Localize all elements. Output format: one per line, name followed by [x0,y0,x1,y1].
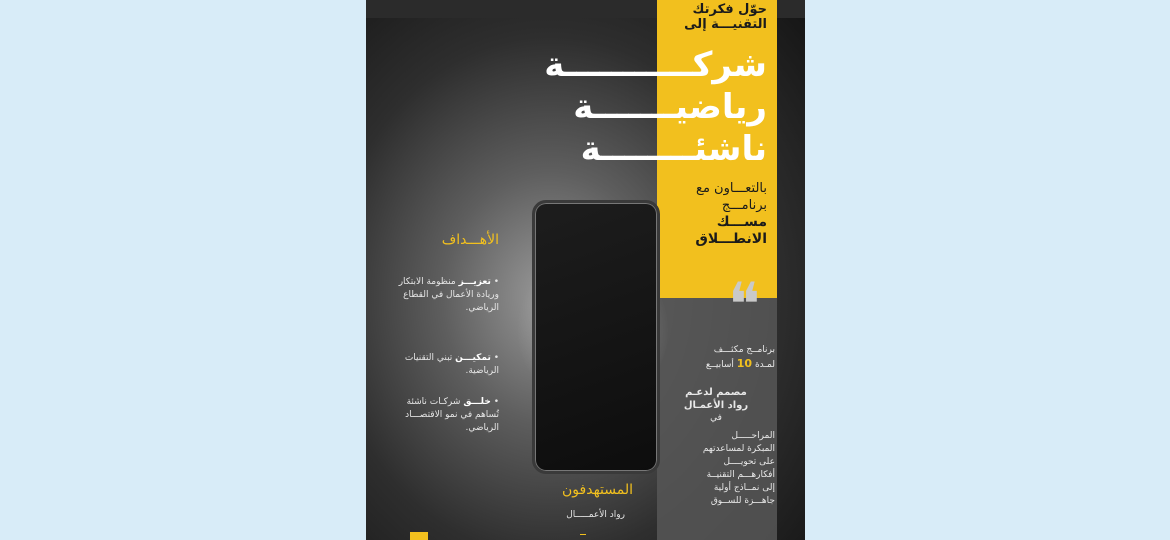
bottom-accent-dash [580,534,586,535]
designed-line-3: في [710,413,722,423]
designed-line-2: رواد الأعمـال [683,400,749,411]
headline-line-2: رياضيـــــــة [573,87,767,127]
intro-line-1: حوّل فكرتك [692,2,767,17]
stage-line: المبكرة لمساعدتهم [702,444,775,454]
goal-text: تبني التقنيات الرياضية. [404,353,499,376]
intro-line-2: التقنيـــة إلى [684,17,767,32]
goal-text: منظومة الابتكار وريادة الأعمال في القطاع الرياضي. [398,277,499,313]
duration-suffix: أسابيــع [705,360,734,370]
intro-text [607,2,767,32]
goals-title: الأهـــداف [441,232,499,248]
collab-text [647,180,767,248]
duration-line-2 [665,357,775,372]
stage-line: جاهـــزة للســوق [710,496,775,506]
program-duration [665,344,775,372]
collab-line-3: مســـك [716,214,767,230]
headline-line-1: شركـــــــــــة [544,45,767,85]
target-subtitle: رواد الأعمـــــال [566,510,625,520]
duration-prefix: لمـدة [754,360,775,370]
stage-line: على تحويــــل [723,457,775,467]
poster [366,0,805,540]
designed-line-1: مصمم لدعـم [685,387,747,398]
quote-icon: ❝ [728,270,761,340]
duration-number: 10 [736,357,753,370]
headline-line-3: ناشئــــــــة [580,129,767,169]
bottom-accent-block [410,532,428,540]
goal-keyword: خلـــق [463,397,491,407]
smartphone-image [532,200,660,474]
goal-keyword: تمكيـــن [455,353,491,363]
duration-line-1: برنامــج مكثـــف [713,345,775,355]
target-title: المستهدفون [562,482,633,498]
goal-item: • تعزيـــز منظومة الابتكار وريادة الأعمال في القطاع الرياضي. [398,277,499,313]
goal-item: • تمكيـــن تبني التقنيات الرياضية. [404,353,499,376]
stage-line: أفكارهـــم التقنيــة [706,470,775,480]
goal-item: • خلـــق شركـات ناشئة تُساهم في نمو الاقتصـــاد الرياضي. [405,397,499,433]
stage-line: المراحـــــل [731,431,775,441]
goal-keyword: تعزيـــز [458,277,491,287]
program-designed [661,386,771,425]
collab-line-1: بالتعـــاون مع [696,181,767,196]
collab-line-2: برنامـــج [721,198,767,213]
goal-text: شركـات ناشئة تُساهم في نمو الاقتصـــاد الرياضي. [405,397,499,433]
collab-line-4: الانطـــلاق [695,231,767,247]
stage-line: إلى نمــاذج أولية [713,483,775,493]
program-stages [665,430,775,508]
headline [387,44,767,170]
